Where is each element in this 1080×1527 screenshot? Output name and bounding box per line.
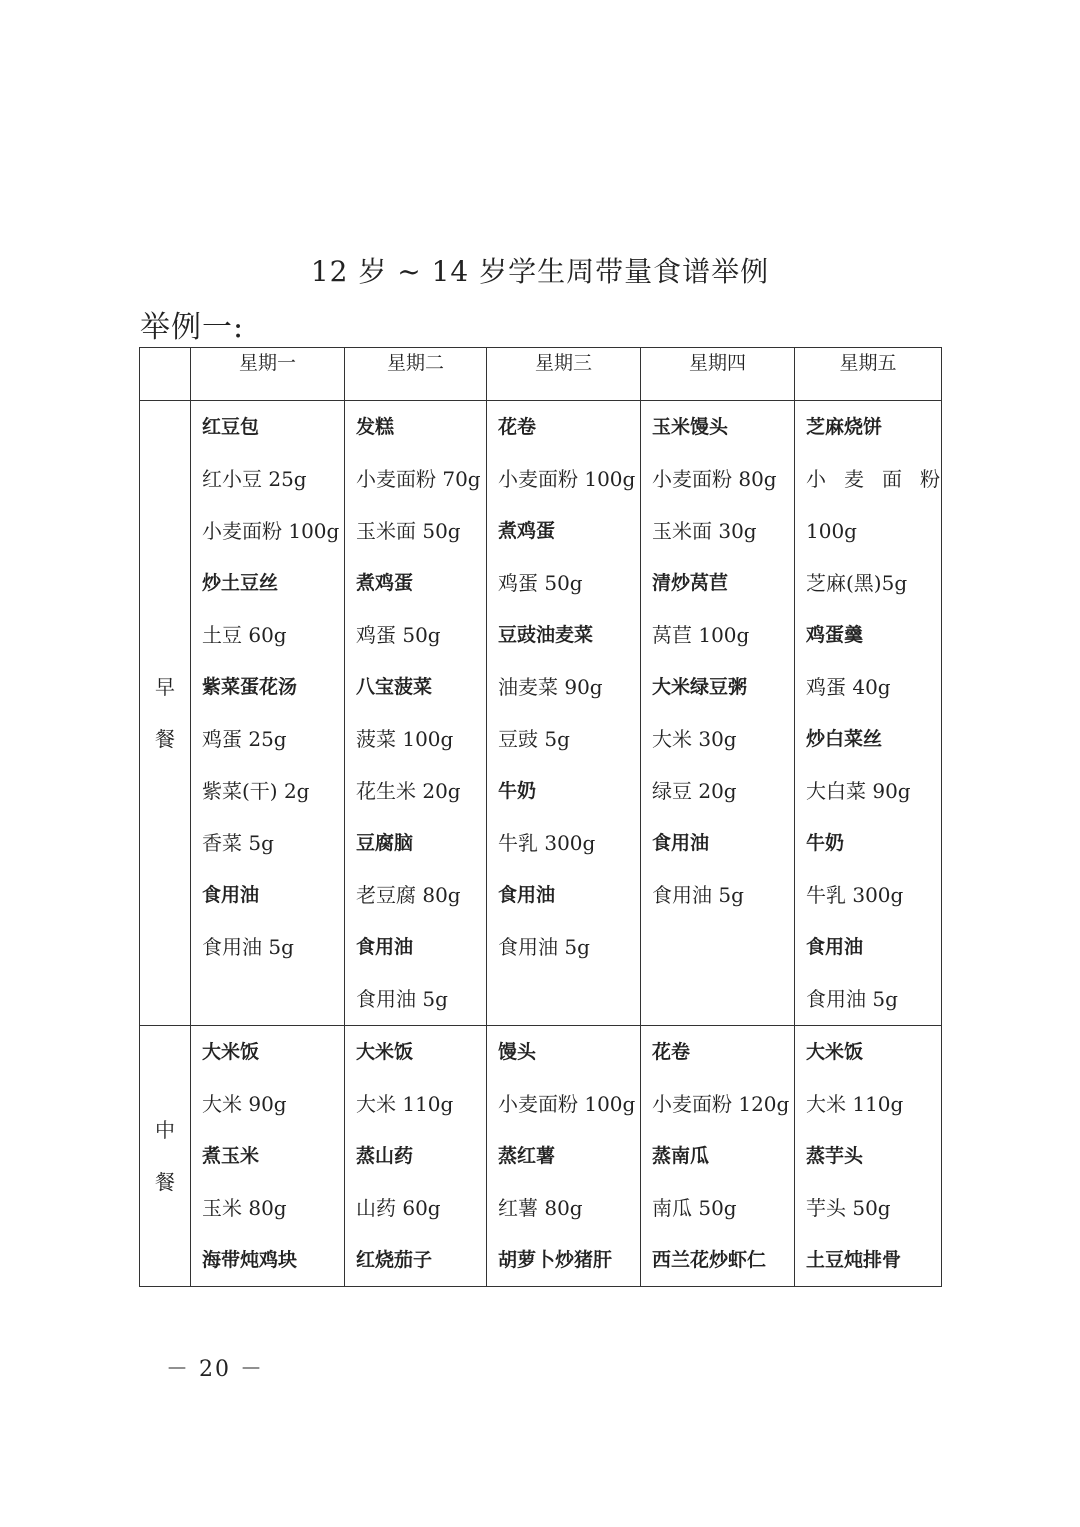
menu-cell [345, 401, 487, 1026]
header-row [140, 348, 942, 401]
ingredient: 食用油 5g [652, 883, 744, 907]
ingredient: 土豆 60g [202, 623, 287, 647]
ingredient: 大白菜 90g [806, 779, 911, 803]
meal-label-char: 餐 [155, 727, 175, 751]
ingredient: 红薯 80g [498, 1196, 583, 1220]
dish-name: 胡萝卜炒猪肝 [498, 1249, 613, 1271]
example-heading: 举例一: [140, 310, 245, 345]
dish-name: 花卷 [498, 416, 537, 438]
ingredient: 牛乳 300g [498, 831, 596, 855]
menu-cell [795, 1026, 942, 1287]
ingredient: 山药 60g [356, 1196, 441, 1220]
menu-cell [191, 1026, 345, 1287]
ingredient: 玉米 80g [202, 1196, 287, 1220]
menu-cell [487, 401, 641, 1026]
ingredient: 小麦面粉 100g [498, 1092, 636, 1116]
meal-label [140, 401, 191, 1026]
meal-label-char: 早 [155, 675, 175, 699]
ingredient: 大米 30g [652, 727, 737, 751]
ingredient: 香菜 5g [202, 831, 274, 855]
dish-name: 牛奶 [806, 832, 845, 854]
ingredient: 老豆腐 80g [356, 883, 461, 907]
ingredient: 食用油 5g [356, 987, 448, 1011]
day-header: 星期五 [795, 348, 942, 401]
weekly-menu-table [139, 347, 958, 1287]
ingredient: 玉米面 50g [356, 519, 461, 543]
ingredient: 大米 110g [806, 1092, 904, 1116]
dish-name: 土豆炖排骨 [806, 1249, 902, 1271]
dish-name: 八宝菠菜 [356, 676, 433, 698]
dish-name: 鸡蛋羹 [806, 624, 864, 646]
ingredient: 小麦面粉 100g [498, 467, 636, 491]
dish-name: 食用油 [498, 884, 556, 906]
ingredient: 牛乳 300g [806, 883, 904, 907]
dish-name: 清炒莴苣 [652, 572, 729, 594]
meal-label-char: 中 [155, 1118, 175, 1142]
dish-name: 炒土豆丝 [202, 572, 279, 594]
ingredient: 100g [806, 519, 857, 543]
dish-name: 牛奶 [498, 780, 537, 802]
dish-name: 蒸山药 [356, 1145, 414, 1167]
day-header: 星期二 [345, 348, 487, 401]
meal-row [140, 401, 942, 1026]
dish-name: 煮玉米 [202, 1145, 260, 1167]
ingredient: 小麦面粉 120g [652, 1092, 790, 1116]
ingredient: 莴苣 100g [652, 623, 750, 647]
dish-name: 大米绿豆粥 [652, 676, 748, 698]
ingredient: 小麦面粉 80g [652, 467, 777, 491]
dish-name: 花卷 [652, 1041, 691, 1063]
ingredient: 大米 90g [202, 1092, 287, 1116]
day-header: 星期四 [641, 348, 795, 401]
ingredient: 油麦菜 90g [498, 675, 603, 699]
dish-name: 大米饭 [806, 1041, 864, 1063]
dish-name: 红豆包 [202, 416, 260, 438]
dish-name: 紫菜蛋花汤 [202, 676, 298, 698]
menu-cell [641, 1026, 795, 1287]
ingredient: 大米 110g [356, 1092, 454, 1116]
dish-name: 海带炖鸡块 [202, 1249, 298, 1271]
ingredient: 小麦面粉 [806, 467, 958, 491]
ingredient: 绿豆 20g [652, 779, 737, 803]
meal-label-char: 餐 [155, 1170, 175, 1194]
ingredient: 菠菜 100g [356, 727, 454, 751]
ingredient: 紫菜(干) 2g [202, 779, 310, 803]
ingredient: 小麦面粉 100g [202, 519, 340, 543]
dish-name: 豆豉油麦菜 [498, 624, 594, 646]
dish-name: 豆腐脑 [356, 832, 414, 854]
menu-cell [191, 401, 345, 1026]
ingredient: 花生米 20g [356, 779, 461, 803]
ingredient: 小麦面粉 70g [356, 467, 481, 491]
menu-cell [345, 1026, 487, 1287]
dish-name: 发糕 [356, 416, 395, 438]
dish-name: 大米饭 [356, 1041, 414, 1063]
day-header: 星期三 [487, 348, 641, 401]
menu-cell [641, 401, 795, 1026]
dish-name: 红烧茄子 [356, 1249, 433, 1271]
dish-name: 芝麻烧饼 [806, 416, 883, 438]
dish-name: 馒头 [498, 1041, 537, 1063]
dish-name: 蒸芋头 [806, 1145, 864, 1167]
dish-name: 蒸红薯 [498, 1145, 556, 1167]
day-header: 星期一 [191, 348, 345, 401]
dish-name: 煮鸡蛋 [356, 572, 414, 594]
page-title: 12 岁 ~ 14 岁学生周带量食谱举例 [310, 255, 770, 288]
ingredient: 芝麻(黑)5g [806, 571, 908, 595]
ingredient: 红小豆 25g [202, 467, 307, 491]
ingredient: 鸡蛋 50g [356, 623, 441, 647]
dish-name: 蒸南瓜 [652, 1145, 710, 1167]
ingredient: 鸡蛋 50g [498, 571, 583, 595]
corner-cell [140, 348, 191, 401]
dish-name: 炒白菜丝 [806, 728, 883, 750]
dish-name: 玉米馒头 [652, 416, 729, 438]
dish-name: 大米饭 [202, 1041, 260, 1063]
dish-name: 食用油 [652, 832, 710, 854]
ingredient: 食用油 5g [202, 935, 294, 959]
ingredient: 鸡蛋 25g [202, 727, 287, 751]
menu-cell [487, 1026, 641, 1287]
dish-name: 食用油 [202, 884, 260, 906]
menu-cell [795, 401, 958, 1026]
ingredient: 食用油 5g [498, 935, 590, 959]
dish-name: 食用油 [806, 936, 864, 958]
ingredient: 南瓜 50g [652, 1196, 737, 1220]
ingredient: 芋头 50g [806, 1196, 891, 1220]
page-number: － 20 － [166, 1357, 264, 1382]
dish-name: 煮鸡蛋 [498, 520, 556, 542]
ingredient: 鸡蛋 40g [806, 675, 891, 699]
dish-name: 食用油 [356, 936, 414, 958]
ingredient: 食用油 5g [806, 987, 898, 1011]
meal-row [140, 1026, 942, 1287]
ingredient: 豆豉 5g [498, 727, 570, 751]
ingredient: 玉米面 30g [652, 519, 757, 543]
meal-label [140, 1026, 191, 1287]
dish-name: 西兰花炒虾仁 [652, 1249, 767, 1271]
